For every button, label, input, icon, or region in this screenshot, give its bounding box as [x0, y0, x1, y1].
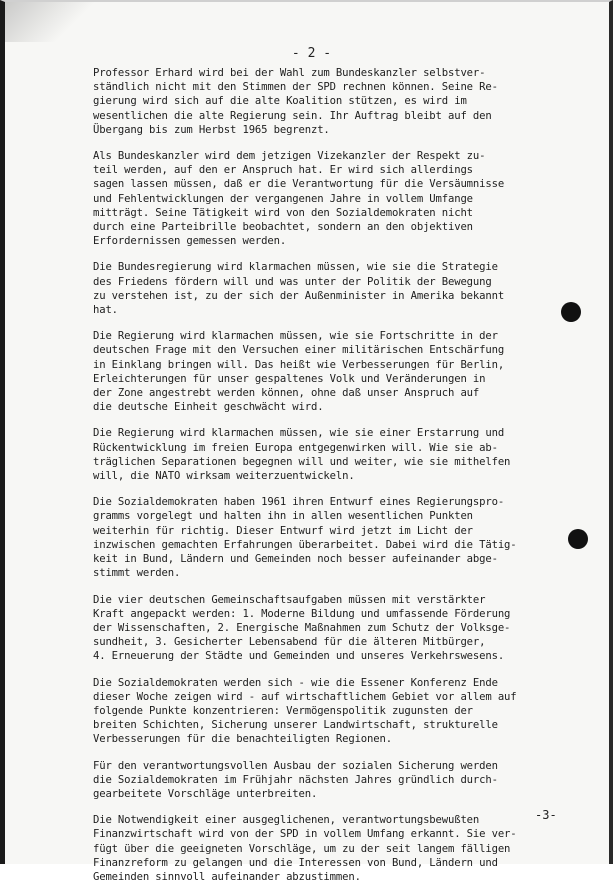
text-line: weiterhin für richtig. Dieser Entwurf wird jetzt im Licht der: [93, 524, 473, 537]
text-line: gramms vorgelegt und halten ihn in allen wesentlichen Punkten: [93, 510, 473, 523]
text-line: mitträgt. Seine Tätigkeit wird von den Sozialdemokraten nicht: [93, 206, 473, 219]
text-line: durch eine Parteibrille beobachtet, sondern an den objektiven: [93, 221, 473, 234]
text-line: der Zone angestrebt werden können, ohne daß unser Anspruch auf: [93, 387, 480, 400]
punch-hole-mark: [568, 529, 588, 549]
text-line: folgende Punkte konzentrieren: Vermögenspolitik zugunsten der: [93, 704, 473, 717]
paragraph: [93, 593, 563, 664]
paragraph: [93, 495, 563, 580]
document-body: [93, 66, 563, 896]
paragraph: [93, 676, 563, 747]
paragraph: [93, 759, 563, 802]
page-number-footer: -3-: [535, 808, 557, 822]
paragraph: [93, 66, 563, 137]
text-line: und Fehlentwicklungen der vergangenen Jahre in vollem Umfange: [93, 192, 473, 205]
text-line: Verbesserungen für die benachteiligten Regionen.: [93, 733, 392, 746]
text-line: Professor Erhard wird bei der Wahl zum Bundeskanzler selbstver-: [93, 67, 486, 79]
text-line: Erfordernissen gemessen werden.: [93, 235, 287, 248]
text-line: keit in Bund, Ländern und Gemeinden noch besser aufeinander abge-: [93, 553, 498, 566]
text-line: Rückentwicklung im freien Europa entgegenwirken will. Wie sie ab-: [93, 441, 498, 454]
text-line: breiten Schichten, Sicherung unserer Landwirtschaft, strukturelle: [93, 719, 498, 732]
text-line: sundheit, 3. Gesicherter Lebensabend für die älteren Mitbürger,: [93, 636, 486, 649]
text-line: Für den verantwortungsvollen Ausbau der sozialen Sicherung werden: [93, 759, 498, 772]
scan-artifact: [5, 2, 95, 42]
paragraph: [93, 813, 563, 884]
text-line: inzwischen gemachten Erfahrungen überarbeitet. Dabei wird die Tätig-: [93, 538, 517, 551]
paragraph: [93, 426, 563, 483]
text-line: Die vier deutschen Gemeinschaftsaufgaben müssen mit verstärkter: [93, 593, 486, 606]
text-line: Kraft angepackt werden: 1. Moderne Bildung und umfassende Förderung: [93, 607, 511, 620]
text-line: der Wissenschaften, 2. Energische Maßnahmen zum Schutz der Volksge-: [93, 621, 511, 634]
text-line: will, die NATO wirksam weiterzuentwickeln.: [93, 470, 355, 483]
text-line: sagen lassen müssen, daß er die Verantwortung für die Versäumnisse: [93, 178, 505, 191]
text-line: wesentlichen die alte Regierung sein. Ihr Auftrag bleibt auf den: [93, 109, 492, 122]
text-line: stimmt werden.: [93, 567, 181, 580]
paragraph: [93, 260, 563, 317]
text-line: Die Sozialdemokraten werden sich - wie die Essener Konferenz Ende: [93, 676, 498, 689]
text-line: teil werden, auf den er Anspruch hat. Er wird sich allerdings: [93, 164, 473, 177]
text-line: dieser Woche zeigen wird - auf wirtschaftlichem Gebiet vor allem auf: [93, 690, 517, 703]
text-line: gierung wird sich auf die alte Koalition stützen, es wird im: [93, 95, 467, 108]
text-line: die Sozialdemokraten im Frühjahr nächsten Jahres gründlich durch-: [93, 773, 498, 786]
text-line: fügt über die geeigneten Vorschläge, um zu der seit langem fälligen: [93, 842, 511, 855]
punch-hole-mark: [561, 302, 581, 322]
text-line: Finanzreform zu gelangen und die Interessen von Bund, Ländern und: [93, 856, 498, 869]
text-line: Gemeinden sinnvoll aufeinander abzustimmen.: [93, 870, 361, 883]
text-line: deutschen Frage mit den Versuchen einer militärischen Entschärfung: [93, 344, 505, 357]
text-line: ständlich nicht mit den Stimmen der SPD rechnen können. Seine Re-: [93, 81, 498, 94]
page-number-header: - 2 -: [291, 46, 332, 61]
text-line: Die Notwendigkeit einer ausgeglichenen, verantwortungsbewußten: [93, 814, 480, 827]
text-line: Als Bundeskanzler wird dem jetzigen Vizekanzler der Respekt zu-: [93, 150, 486, 163]
text-line: die deutsche Einheit geschwächt wird.: [93, 401, 324, 414]
text-line: Finanzwirtschaft wird von der SPD in vollem Umfang erkannt. Sie ver-: [93, 828, 517, 841]
text-line: gearbeitete Vorschläge unterbreiten.: [93, 787, 318, 800]
text-line: Die Regierung wird klarmachen müssen, wie sie Fortschritte in der: [93, 330, 498, 343]
text-line: Die Sozialdemokraten haben 1961 ihren Entwurf eines Regierungspro-: [93, 496, 505, 509]
text-line: Die Regierung wird klarmachen müssen, wie sie einer Erstarrung und: [93, 427, 505, 440]
text-line: Erleichterungen für unser gespaltenes Volk und Veränderungen in: [93, 372, 486, 385]
text-line: Übergang bis zum Herbst 1965 begrenzt.: [93, 123, 330, 136]
paragraph: [93, 149, 563, 248]
text-line: 4. Erneuerung der Städte und Gemeinden und unseres Verkehrswesens.: [93, 650, 505, 663]
paragraph: [93, 329, 563, 414]
text-line: Die Bundesregierung wird klarmachen müssen, wie sie die Strategie: [93, 261, 498, 274]
text-line: träglichen Separationen begegnen will und weiter, wie sie mithelfen: [93, 455, 511, 468]
text-line: zu verstehen ist, zu der sich der Außenminister in Amerika bekannt: [93, 289, 505, 302]
text-line: hat.: [93, 304, 118, 317]
text-line: des Friedens fördern will und was unter der Politik der Bewegung: [93, 275, 492, 288]
text-line: in Einklang bringen will. Das heißt wie Verbesserungen für Berlin,: [93, 358, 505, 371]
